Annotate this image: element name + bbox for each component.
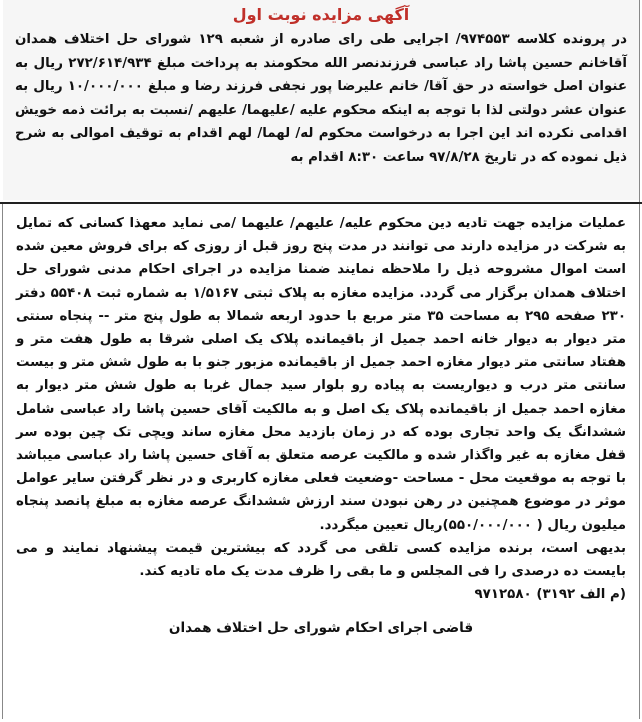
notice-paragraph-end: بدیهی است، برنده مزایده کسی تلقی می گردد که بیشترین قیمت پیشنهاد نمایند و می بایست ده درصدی را فی المجلس و ما بقی را ظرف مدت یک ماه تادیه کند. bbox=[16, 540, 626, 580]
notice-bottom-section bbox=[4, 208, 638, 718]
frame-right-border bbox=[639, 0, 640, 719]
notice-signature: قاضی اجرای احکام شورای حل اختلاف همدان bbox=[168, 620, 474, 637]
notice-top-section bbox=[3, 0, 639, 200]
notice-paragraph-top: در پرونده کلاسه ۹۷۴۵۵۳/ اجرایی طی رای صادره از شعبه ۱۲۹ شورای حل اختلاف همدان آقاخانم حسین پاشا راد عباسی فرزندنصر الله محکومند به پرداخت مبلغ ۲۷۲/۶۱۴/۹۳۴ ریال به عنوان اصل خواسته در حق آقا/ خانم علیرضا پور نجفی فرزند رضا و مبلغ ۱۰/۰۰۰/۰۰۰ ریال به عنوان عشر دولتی لذا با توجه به اینکه محکوم علیه /علیهما/ علیهم /نسبت به برائت ذمه خویش اقدامی نکرده اند این اجرا به درخواست محکوم له/ لهما/ لهم اقدام به توقیف اموالی به شرح ذیل نموده که در تاریخ ۹۷/۸/۲۸ ساعت ۸:۳۰ اقدام به bbox=[15, 32, 628, 165]
notice-title: آگهی مزایده نوبت اول bbox=[232, 5, 410, 24]
clipping-divider bbox=[0, 202, 642, 204]
notice-paragraph-main: عملیات مزایده جهت تادیه دین محکوم علیه/ علیهم/ علیهما /می نماید معهذا کسانی که تمایل به شرکت در مزایده دارند می توانند در مدت پنج روز قبل از روزی که برای فروش معین شده است اموال مشروحه ذیل را ملاحظه نمایند ضمنا مزایده در اجرای احکام مدنی شورای حل اختلاف همدان برگزار می گردد. مزایده مغازه به پلاک ثبتی ۱/۵۱۶۷ به شماره ثبت ۵۵۴۰۸ دفتر ۲۳۰ صفحه ۲۹۵ به مساحت ۳۵ متر مربع با حدود اربعه شمالا به طول پنج متر -- پنجاه سنتی متر دیوار به دیوار خانه احمد جمیل از باقیمانده پلاک یک اصلی شرقا به طول هفت متر و هفتاد سانتی متر دیوار مغازه احمد جمیل از باقیمانده مزبور جنو با به طول شش متر و بیست سانتی متر درب و دیواریست به پیاده رو بلوار سید جمال غربا به طول شش متر دیوار به مغازه احمد جمیل از باقیمانده پلاک یک اصل و به مالکیت آقای حسین پاشا راد عباسی شامل ششدانگ یک واحد تجاری بوده که در زمان بازدید محل مغازه ساند ویچی تک چین بوده سر قفل مغازه به غیر واگذار شده و مالکیت عرصه متعلق به آقای حسین پاشا راد عباسی میباشد با توجه به موقعیت محل - مساحت -وضعیت فعلی مغازه کاربری و در نظر گرفتن سایر عوامل موثر در موضوع همچنین در رهن نبودن سند ارزش ششدانگ عرصه مغازه به مبلغ پانصد پنجاه میلیون ریال ( ۵۵۰/۰۰۰/۰۰۰)ریال تعیین میگردد. bbox=[16, 216, 626, 533]
frame-left-border bbox=[2, 204, 3, 719]
notice-reference-code: (م الف ۳۱۹۲) ۹۷۱۲۵۸۰ bbox=[474, 587, 626, 603]
